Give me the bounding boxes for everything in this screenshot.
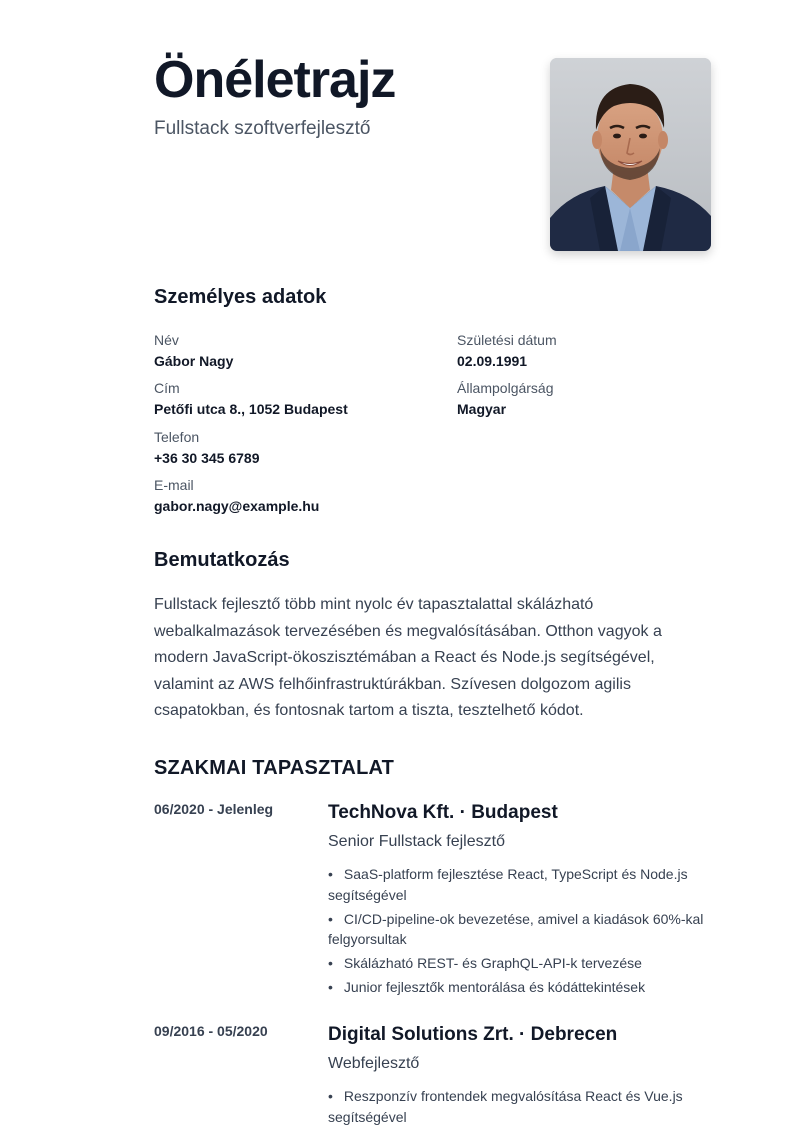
field-phone-label: Telefon <box>154 429 200 445</box>
page-subtitle: Fullstack szoftverfejlesztő <box>154 118 371 139</box>
field-citizenship-value: Magyar <box>457 401 507 417</box>
bullet-icon: • <box>328 866 333 882</box>
intro-line: Fullstack fejlesztő több mint nyolc év tapasztalattal skálázható <box>154 596 594 613</box>
page-title: Önéletrajz <box>154 51 396 109</box>
bullet-icon: • <box>328 979 333 995</box>
intro-line: csapatokban, és fontosnak tartom a tiszta, tesztelhető kódot. <box>154 702 584 719</box>
profile-photo <box>550 58 711 251</box>
field-phone <box>154 428 260 467</box>
field-address <box>154 379 348 418</box>
field-phone-value: +36 30 345 6789 <box>154 450 260 466</box>
section-title-intro: Bemutatkozás <box>154 549 290 571</box>
field-address-value: Petőfi utca 8., 1052 Budapest <box>154 401 348 417</box>
job-bullet: • SaaS-platform fejlesztése React, TypeScript és Node.js segítségével <box>328 866 688 903</box>
field-email-label: E-mail <box>154 477 194 493</box>
section-title-personal: Személyes adatok <box>154 286 327 308</box>
bullet-icon: • <box>328 955 333 971</box>
bullet-icon: • <box>328 1088 333 1104</box>
job-bullet-list <box>328 864 718 1001</box>
job-role: Senior Fullstack fejlesztő <box>328 833 505 850</box>
field-birth-date-label: Születési dátum <box>457 332 557 348</box>
intro-line: modern JavaScript-ökoszisztémában a React és Node.js segítségével, <box>154 649 655 666</box>
job-bullet: • Reszponzív frontendek megvalósítása React és Vue.js segítségével <box>328 1088 683 1125</box>
job-bullet: • Junior fejlesztők mentorálása és kódáttekintések <box>328 979 646 995</box>
job-date: 09/2016 - 05/2020 <box>154 1023 268 1039</box>
job-role: Webfejlesztő <box>328 1055 420 1072</box>
field-name-value: Gábor Nagy <box>154 353 234 369</box>
field-birth-date <box>457 331 557 370</box>
intro-paragraph <box>154 592 714 725</box>
job-company: Digital Solutions Zrt. · Debrecen <box>328 1024 618 1045</box>
bullet-icon: • <box>328 910 333 927</box>
intro-line: webalkalmazások tervezésében és megvalósításában. Otthon vagyok a <box>154 622 662 640</box>
field-address-label: Cím <box>154 380 180 396</box>
section-title-experience: SZAKMAI TAPASZTALAT <box>154 757 395 779</box>
field-birth-date-value: 02.09.1991 <box>457 353 528 369</box>
field-email-value: gabor.nagy@example.hu <box>154 498 320 514</box>
intro-line: valamint az AWS felhőinfrastruktúrákban. Szívesen dolgozom agilis <box>154 675 631 693</box>
job-bullet-list <box>328 1086 718 1131</box>
job-company: TechNova Kft. · Budapest <box>328 802 558 823</box>
field-email <box>154 476 319 515</box>
job-bullet: • Skálázható REST- és GraphQL-API-k tervezése <box>328 955 642 971</box>
field-citizenship <box>457 379 554 418</box>
field-name-label: Név <box>154 332 179 348</box>
job-bullet: • CI/CD-pipeline-ok bevezetése, amivel a kiadások 60%-kal felgyorsultak <box>328 910 704 947</box>
field-name <box>154 331 233 370</box>
job-date: 06/2020 - Jelenleg <box>154 801 274 817</box>
field-citizenship-label: Állampolgárság <box>457 380 554 396</box>
